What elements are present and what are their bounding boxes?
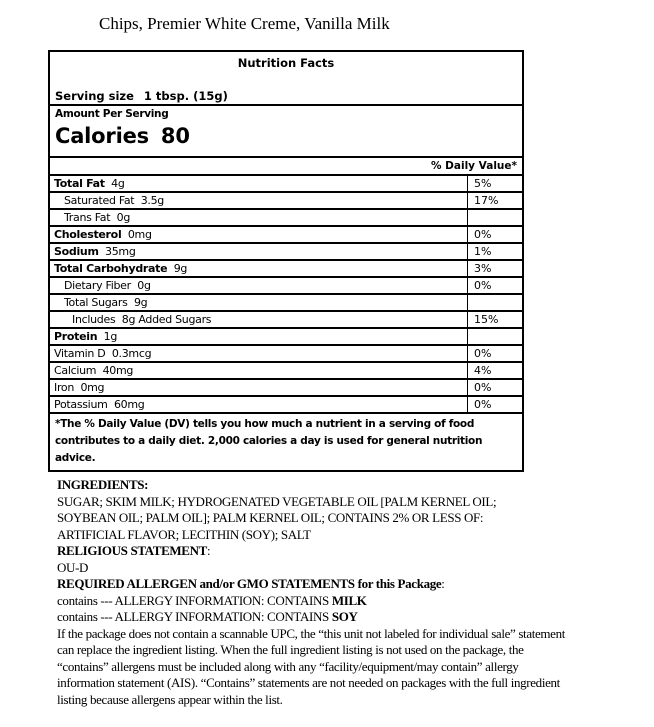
- nutrient-dv: 0%: [474, 279, 492, 292]
- nutrient-dv: 1%: [474, 245, 492, 258]
- nutrient-amount: 40mg: [102, 364, 134, 377]
- nutrient-amount: 60mg: [113, 398, 145, 411]
- nutrient-amount: 4g: [111, 177, 125, 190]
- nutrient-dv: 15%: [474, 313, 499, 326]
- nutrient-dv: 0%: [474, 398, 492, 411]
- nutrient-dv: [468, 295, 522, 310]
- allergen-statement-milk: contains --- ALLERGY INFORMATION: CONTAINS MILK: [57, 592, 367, 608]
- nutrient-dv: [468, 329, 522, 344]
- calories-value: 80: [160, 124, 190, 148]
- nutrient-dv: 0%: [474, 347, 492, 360]
- amount-per-serving: Amount Per Serving: [55, 108, 169, 120]
- nutrient-amount: 9g: [173, 262, 188, 275]
- ingredients-line: SUGAR; SKIM MILK; HYDROGENATED VEGETABLE OIL [PALM KERNEL OIL;: [57, 493, 497, 509]
- nutrient-label: Protein: [54, 330, 98, 343]
- ingredients-heading: INGREDIENTS:: [57, 477, 149, 492]
- nutrient-label: Calcium: [54, 364, 97, 377]
- allergen-statement-soy: contains --- ALLERGY INFORMATION: CONTAINS SOY: [57, 609, 358, 624]
- ingredients-line: ARTIFICIAL FLAVOR; LECITHIN (SOY); SALT: [57, 526, 311, 542]
- nutrient-amount: 3.5g: [140, 194, 164, 207]
- nutrient-dv: 4%: [474, 364, 492, 377]
- nutrient-row-protein: [50, 329, 522, 346]
- nutrition-facts-panel: [48, 50, 524, 472]
- nutrient-amount: 0mg: [127, 228, 152, 241]
- serving-size-label: Serving size: [55, 89, 134, 103]
- nutrition-facts-header: [50, 52, 522, 106]
- nutrient-label: Total Fat: [54, 177, 105, 190]
- nutrient-dv: 5%: [474, 177, 492, 190]
- nutrient-label: Vitamin D: [54, 347, 106, 360]
- serving-size-value: 1 tbsp. (15g): [143, 89, 228, 103]
- nutrient-row-cholesterol: [50, 227, 522, 244]
- nutrient-row-vitamin-d: [50, 346, 522, 363]
- nutrient-row-calcium: [50, 363, 522, 380]
- nutrient-row-added-sugars: [50, 312, 522, 329]
- label-statements: [57, 477, 577, 708]
- nutrient-amount: 8g Added Sugars: [121, 313, 212, 326]
- religious-statement-value: OU-D: [57, 559, 89, 575]
- nutrient-label: Dietary Fiber: [64, 279, 131, 292]
- nutrient-amount: 1g: [103, 330, 118, 343]
- nutrient-label: Includes: [72, 313, 116, 326]
- nutrition-facts-title: Nutrition Facts: [237, 56, 335, 70]
- nutrient-row-total-carbohydrate: [50, 261, 522, 278]
- nutrient-label: Sodium: [54, 245, 99, 258]
- nutrient-amount: 0.3mcg: [111, 347, 152, 360]
- daily-value-header: % Daily Value*: [50, 158, 522, 176]
- nutrient-label: Iron: [54, 381, 75, 394]
- nutrient-label: Potassium: [54, 398, 108, 411]
- nutrient-label: Total Sugars: [64, 296, 128, 309]
- nutrient-dv: 17%: [474, 194, 499, 207]
- calories-label: Calories: [55, 124, 149, 148]
- nutrient-row-total-fat: [50, 176, 522, 193]
- calories-section: [50, 106, 522, 158]
- nutrient-label: Saturated Fat: [64, 194, 135, 207]
- nutrient-row-total-sugars: [50, 295, 522, 312]
- nutrient-amount: 0mg: [80, 381, 105, 394]
- nutrient-dv: 0%: [474, 228, 492, 241]
- nutrient-row-trans-fat: [50, 210, 522, 227]
- nutrient-label: Trans Fat: [64, 211, 111, 224]
- ingredients-line: SOYBEAN OIL; PALM OIL]; PALM KERNEL OIL; CONTAINS 2% OR LESS OF:: [57, 510, 484, 525]
- nutrient-row-iron: [50, 380, 522, 397]
- nutrient-amount: 0g: [137, 279, 151, 292]
- allergen-heading: REQUIRED ALLERGEN and/or GMO STATEMENTS for this Package:: [57, 576, 445, 591]
- nutrient-row-saturated-fat: [50, 193, 522, 210]
- nutrient-label: Cholesterol: [54, 228, 122, 241]
- religious-statement-heading: RELIGIOUS STATEMENT:: [57, 543, 211, 558]
- allergen-note: If the package does not contain a scannable UPC, the “this unit not labeled for individual sale” statement can replace the ingredient listing. When the full ingredient listing is not used on the package, the “contains” allergens must be included along with any “facility/equipment/may contain” allergy information statement (AIS). “Contains” statements are not needed on packages with the full ingredient listing because allergens appear within the list.: [57, 625, 566, 707]
- nutrient-dv: 3%: [474, 262, 492, 275]
- nutrient-row-sodium: [50, 244, 522, 261]
- nutrient-amount: 0g: [116, 211, 131, 224]
- nutrient-row-potassium: [50, 397, 522, 414]
- nutrient-row-dietary-fiber: [50, 278, 522, 295]
- nutrient-dv: [468, 210, 522, 225]
- calories: [55, 124, 190, 148]
- serving-size: [55, 89, 228, 103]
- nutrient-amount: 35mg: [105, 245, 136, 258]
- nutrient-amount: 9g: [133, 296, 148, 309]
- product-title: Chips, Premier White Creme, Vanilla Milk: [99, 14, 390, 33]
- daily-value-footnote: *The % Daily Value (DV) tells you how much a nutrient in a serving of food contributes to a daily diet. 2,000 calories a day is used for general nutrition advice.: [55, 418, 483, 464]
- nutrient-dv: 0%: [474, 381, 492, 394]
- nutrient-label: Total Carbohydrate: [54, 262, 168, 275]
